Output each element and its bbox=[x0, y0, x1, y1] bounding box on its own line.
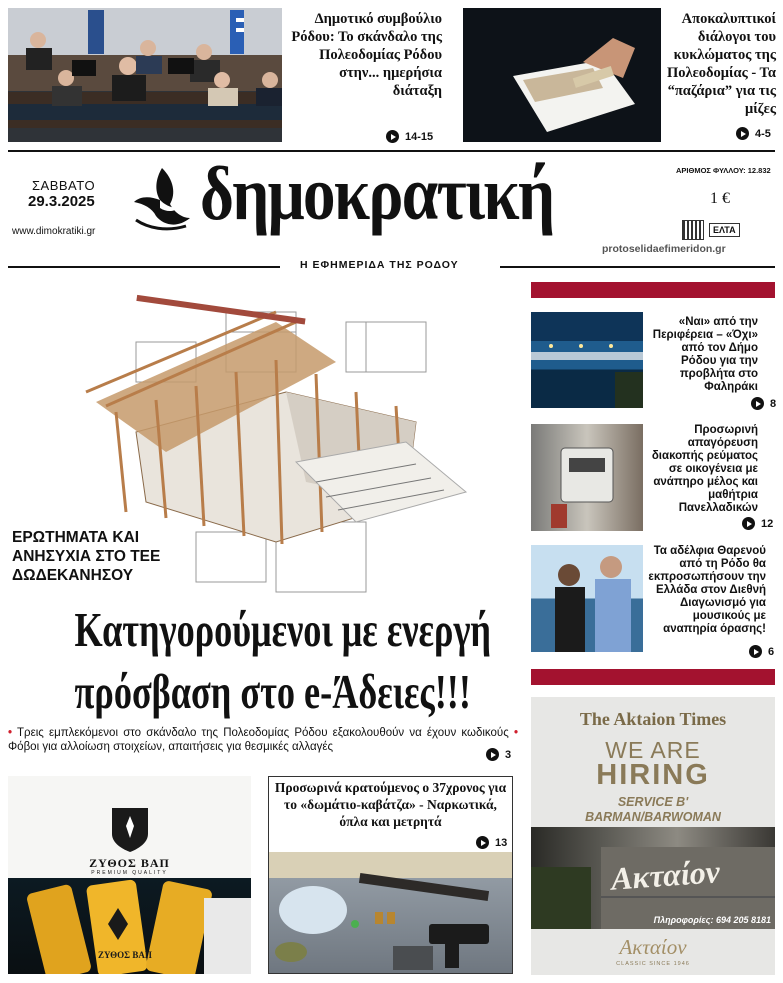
bullet-1: Τρεις εμπλεκόμενοι στο σκάνδαλο της Πολεοδομίας Ρόδου εξακολουθούν να έχουν κωδικούς bbox=[17, 727, 509, 739]
arrow-icon bbox=[751, 397, 764, 410]
hiring-contact[interactable]: Πληροφορίες: 694 205 8181 bbox=[653, 915, 771, 925]
beer-cans-photo bbox=[8, 878, 251, 974]
council-meeting-photo bbox=[8, 8, 282, 142]
electric-meter-photo bbox=[531, 424, 643, 531]
issue-number: ΑΡΙΘΜΟΣ ΦΥΛΛΟΥ: 12.832 bbox=[676, 166, 771, 175]
beer-brand: ΖΥΘΟΣ ΒΑΠ bbox=[89, 856, 170, 870]
restaurant-photo bbox=[531, 827, 775, 929]
arrow-icon bbox=[486, 748, 499, 761]
masthead-rule-right bbox=[500, 266, 775, 268]
arrow-icon bbox=[476, 836, 489, 849]
electric-meter-illustration bbox=[531, 424, 643, 531]
can-label: ΖΥΘΟΣ ΒΑΠ bbox=[98, 950, 152, 960]
hiring-line2: HIRING bbox=[596, 759, 710, 791]
sidebar-top-bar bbox=[531, 282, 775, 298]
sidebar-story-3-page[interactable]: 6 bbox=[749, 645, 774, 658]
bullet-2: Φόβοι για αλλοίωση στοιχείων, απαιτήσεις για θεσμικές αλλαγές bbox=[8, 741, 334, 753]
seized-items-photo bbox=[269, 852, 512, 973]
sidebar-story-3[interactable]: Τα αδέλφια Θαρενού από τη Ρόδο θα εκπροσωπήσουν την Ελλάδα στον Διεθνή Διαγωνισμό για μουσικούς με αναπηρία όρασης! bbox=[648, 545, 766, 635]
pier-photo bbox=[531, 312, 643, 408]
top-story-1-headline[interactable]: Δημοτικό συμβούλιο Ρόδου: Το σκάνδαλο της Πολεοδομίας Ρόδου στην... ημερήσια διάταξη bbox=[291, 11, 442, 99]
restaurant-sign: Ακταίον bbox=[609, 853, 721, 897]
siblings-illustration bbox=[531, 545, 643, 652]
envelope-illustration bbox=[463, 8, 661, 142]
masthead-rule-left bbox=[8, 266, 280, 268]
hiring-position-2: BARMAN/BARWOMAN bbox=[585, 810, 721, 824]
sidebar-story-2-page[interactable]: 12 bbox=[742, 517, 773, 530]
aktaion-since: CLASSIC SINCE 1946 bbox=[616, 961, 690, 967]
hiring-ad[interactable] bbox=[531, 697, 775, 975]
top-story-2-headline[interactable]: Αποκαλυπτικοί διάλογοι του κυκλώματος της Πολεοδομίας - Τα “παζάρια” για τις μίζες bbox=[666, 11, 776, 117]
beer-logo-icon bbox=[108, 804, 152, 854]
day-label: ΣΑΒΒΑΤΟ bbox=[32, 178, 96, 193]
certification-badges bbox=[682, 220, 740, 240]
sidebar-story-1[interactable]: «Ναι» από την Περιφέρεια – «Όχι» από τον Δήμο Ρόδου για την προβλήτα στο Φαληράκι bbox=[652, 316, 758, 393]
watermark: protoselidaefimeridon.gr bbox=[602, 243, 726, 255]
main-headline-line1[interactable]: Κατηγορούμενοι με ενεργή bbox=[74, 602, 492, 657]
date-label: 29.3.2025 bbox=[28, 193, 95, 210]
website-link[interactable]: www.dimokratiki.gr bbox=[12, 226, 96, 237]
top-story-2-page[interactable]: 4-5 bbox=[736, 127, 771, 140]
arrest-story-headline[interactable]: Προσωρινά κρατούμενος ο 37χρονος για το «δωμάτιο-καβάτζα» - Ναρκωτικά, όπλα και μετρητά bbox=[274, 780, 507, 829]
sidebar-story-2[interactable]: Προσωρινή απαγόρευση διακοπής ρεύματος σε οικογένεια με ανάπηρο μέλος και μαθήτρια Πανελλαδικών bbox=[651, 424, 758, 514]
tagline: Η ΕΦΗΜΕΡΙΔΑ ΤΗΣ ΡΟΔΟΥ bbox=[300, 259, 459, 271]
newspaper-title: δημοκρατική bbox=[200, 152, 554, 236]
sidebar-story-1-page[interactable]: 8 bbox=[751, 397, 776, 410]
top-story-1-page[interactable]: 14-15 bbox=[386, 130, 433, 143]
envelope-money-photo bbox=[463, 8, 661, 142]
main-story-kicker: ΕΡΩΤΗΜΑΤΑ ΚΑΙ ΑΝΗΣΥΧΙΑ ΣΤΟ ΤΕΕ ΔΩΔΕΚΑΝΗΣΟΥ bbox=[12, 529, 161, 584]
sidebar-bottom-bar bbox=[531, 669, 775, 685]
hiring-ad-paper: The Aktaion Times bbox=[579, 709, 727, 729]
hiring-position-1: SERVICE B' bbox=[617, 795, 689, 809]
pier-illustration bbox=[531, 312, 643, 408]
arrow-icon bbox=[749, 645, 762, 658]
seized-items-illustration bbox=[269, 852, 512, 973]
arrow-icon bbox=[736, 127, 749, 140]
arrow-icon bbox=[742, 517, 755, 530]
main-story-summary: • Τρεις εμπλεκόμενοι στο σκάνδαλο της Πολεοδομίας Ρόδου εξακολουθούν να έχουν κωδικούς • Φόβοι για αλλοίωση στοιχείων, απαιτήσεις για θεσμικές αλλαγές bbox=[8, 727, 518, 753]
elta-badge: ΕΛΤΑ bbox=[709, 223, 740, 237]
qr-badge-icon bbox=[682, 220, 704, 240]
price-label: 1 € bbox=[710, 190, 730, 207]
aktaion-logo: Ακταίον bbox=[619, 935, 687, 959]
main-headline-line2[interactable]: πρόσβαση στο e-Άδειες!!! bbox=[74, 664, 471, 719]
arrow-icon bbox=[386, 130, 399, 143]
arrest-story-page[interactable]: 13 bbox=[476, 836, 507, 849]
beer-sub: PREMIUM QUALITY bbox=[91, 870, 168, 876]
hiring-line1: WE ARE bbox=[605, 737, 701, 763]
beer-ad[interactable] bbox=[8, 776, 251, 974]
dove-logo-icon bbox=[130, 160, 196, 236]
main-story-page[interactable]: 3 bbox=[486, 748, 511, 761]
council-meeting-illustration bbox=[8, 8, 282, 142]
siblings-photo bbox=[531, 545, 643, 652]
